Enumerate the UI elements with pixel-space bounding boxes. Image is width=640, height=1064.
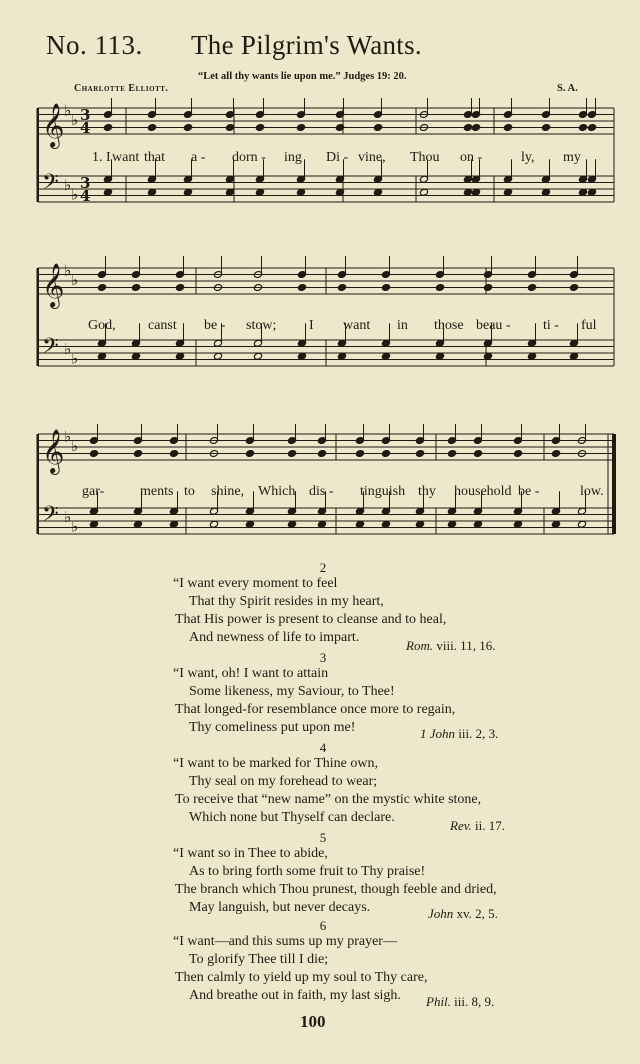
verse-line: Thy seal on my forehead to wear; [189,774,378,789]
note-head [97,352,106,360]
note-head [103,124,112,132]
bass-clef-icon: 𝄢 [42,333,59,364]
lyric-syllable: vine, [358,150,386,165]
lyric-syllable: ful [581,318,597,333]
flat-icon: ♭ [64,261,72,280]
treble-clef-icon: 𝄞 [42,103,65,147]
lyrics-line-2 [36,318,616,336]
lyric-syllable: God, [88,318,116,333]
note-head [147,124,156,132]
lyrics-line-1 [36,150,616,168]
note-head [503,188,512,196]
note-head [297,352,306,360]
verse-number: 5 [319,830,327,845]
music-system-3 [36,424,616,550]
lyric-syllable: household [454,484,512,499]
note-head [513,450,522,458]
note-head [473,450,482,458]
lyric-syllable: canst [148,318,177,333]
note-head [551,520,560,528]
verse-line: Then calmly to yield up my soul to Thy care, [175,970,428,985]
note-head [577,520,586,528]
note-head [89,450,98,458]
note-head [587,188,596,196]
lyric-syllable: stow; [246,318,277,333]
lyric-syllable: my [563,150,581,165]
flat-icon: ♭ [64,427,72,446]
flat-icon: ♭ [64,175,72,194]
flat-icon: ♭ [64,507,72,526]
note-head [463,124,472,132]
lyric-syllable: be - [518,484,540,499]
lyric-syllable: Thou [410,150,440,165]
music-system-1 [36,98,616,220]
note-head [296,188,305,196]
note-head [541,124,550,132]
note-head [381,352,390,360]
note-head [587,124,596,132]
note-head [183,188,192,196]
lyric-syllable: those [434,318,464,333]
note-head [415,520,424,528]
time-signature: 4 [80,119,91,137]
bass-clef-icon: 𝄢 [42,501,59,532]
note-head [471,188,480,196]
note-head [447,520,456,528]
bass-clef-icon: 𝄢 [42,169,59,200]
note-head [169,450,178,458]
note-head [483,352,492,360]
note-head [541,188,550,196]
flat-icon: ♭ [71,271,79,289]
note-head [97,284,106,292]
flat-icon: ♭ [64,339,72,358]
note-head [503,124,512,132]
lyric-syllable: ti - [543,318,559,333]
note-head [473,520,482,528]
verse-line: The branch which Thou prunest, though feeble and dried, [175,882,497,897]
scripture-epigraph: “Let all thy wants lie upon me.” Judges 19: 20. [198,71,407,82]
note-head [337,284,346,292]
note-head [133,450,142,458]
verse-line: “I want, oh! I want to attain [173,666,329,681]
verse-number: 6 [319,918,327,933]
verse-line: That His power is present to cleanse and to heal, [175,612,447,627]
lyric-syllable: be - [204,318,226,333]
note-head [381,520,390,528]
note-head [373,124,382,132]
verse-line: Thy comeliness put upon me! [189,720,356,735]
time-signature: 3 [80,106,91,124]
note-head [147,188,156,196]
note-head [225,124,234,132]
note-head [103,188,112,196]
note-head [578,188,587,196]
verse-line: As to bring forth some fruit to Thy praise! [189,864,426,879]
note-head [381,284,390,292]
note-head [317,450,326,458]
note-head [569,284,578,292]
verse-line: And newness of life to impart. [189,630,360,645]
note-head [225,188,234,196]
hymn-number: No. 113. [46,30,143,60]
flat-icon: ♭ [71,185,79,204]
verse-number: 3 [319,650,327,665]
lyric-syllable: ly, [521,150,535,165]
lyric-syllable: on - [460,150,483,165]
note-head [89,520,98,528]
verse-line: Some likeness, my Saviour, to Thee! [189,684,395,699]
note-head [435,284,444,292]
verse-line: That longed-for resemblance once more to regain, [175,702,456,717]
note-head [419,188,428,196]
note-head [527,352,536,360]
note-head [287,450,296,458]
verse-line: To receive that “new name” on the mystic white stone, [175,792,482,807]
lyric-syllable: thy [418,484,436,499]
lyric-syllable: Di - [326,150,349,165]
note-head [245,520,254,528]
lyric-syllable: shine, [211,484,245,499]
note-head [355,520,364,528]
treble-clef-icon: 𝄞 [42,429,65,473]
note-head [213,352,222,360]
note-head [513,520,522,528]
note-head [245,450,254,458]
music-system-2 [36,256,616,378]
verse-line: “I want to be marked for Thine own, [173,756,379,771]
note-head [255,124,264,132]
note-head [569,352,578,360]
note-head [253,352,262,360]
lyric-syllable: gar- [82,484,105,499]
verse-line: Which none but Thyself can declare. [189,810,395,825]
page-number: 100 [300,1012,326,1031]
lyric-syllable: dorn - [232,150,266,165]
time-signature: 3 [80,174,91,192]
note-head [175,352,184,360]
note-head [131,284,140,292]
note-head [209,520,218,528]
lyric-syllable: to [184,484,195,499]
lyric-syllable: ing [284,150,302,165]
lyric-syllable: a - [191,150,206,165]
hymn-header [46,30,606,70]
flat-icon: ♭ [71,111,79,129]
lyric-syllable: beau - [476,318,511,333]
verse-line: To glorify Thee till I die; [189,952,329,967]
verse-number: 2 [319,560,327,575]
lyric-syllable: ments [140,484,174,499]
note-head [381,450,390,458]
verse-line: “I want every moment to feel [173,576,338,591]
verse-reference: 1 John iii. 2, 3. [420,726,499,741]
verse-line: “I want—and this sums up my prayer— [173,934,397,949]
verse-reference: Rev. ii. 17. [450,818,506,833]
note-head [463,188,472,196]
verse-reference: Phil. iii. 8, 9. [426,994,495,1009]
note-head [287,520,296,528]
note-head [355,450,364,458]
staff-system-2 [36,256,616,378]
lyrics-line-3 [36,484,616,502]
hymn-title: The Pilgrim's Wants. [191,30,422,60]
lyric-syllable: low. [580,484,604,499]
note-head [133,520,142,528]
verse-reference: John xv. 2, 5. [428,906,498,921]
verse-reference: Rom. viii. 11, 16. [406,638,496,653]
note-head [527,284,536,292]
note-head [183,124,192,132]
author-credit: Charlotte Elliott. [74,83,169,94]
note-head [471,124,480,132]
lyric-syllable: tinguish [360,484,406,499]
note-head [447,450,456,458]
note-head [296,124,305,132]
lyric-syllable: dis - [309,484,334,499]
verse-line: And breathe out in faith, my last sigh. [189,988,401,1003]
lyric-syllable: I [309,318,314,333]
note-head [317,520,326,528]
note-head [551,450,560,458]
note-head [415,450,424,458]
note-head [337,352,346,360]
time-signature: 4 [80,187,91,205]
note-head [373,188,382,196]
lyric-syllable: want [112,150,140,165]
flat-icon: ♭ [71,349,79,368]
flat-icon: ♭ [64,101,72,120]
note-head [483,284,492,292]
lyric-syllable: 1. I [92,150,111,165]
treble-clef-icon: 𝄞 [42,263,65,307]
verse-line: “I want so in Thee to abide, [173,846,328,861]
note-head [297,284,306,292]
note-head [255,188,264,196]
lyric-syllable: Which [258,484,296,499]
flat-icon: ♭ [71,517,79,536]
verse-line: That thy Spirit resides in my heart, [189,594,384,609]
flat-icon: ♭ [71,437,79,455]
note-head [131,352,140,360]
lyric-syllable: that [144,150,165,165]
lyric-syllable: in [397,318,408,333]
verse-number: 4 [319,740,327,755]
lyric-syllable: want [343,318,371,333]
note-head [169,520,178,528]
note-head [435,352,444,360]
verse-line: May languish, but never decays. [189,900,371,915]
tune-credit: S. A. [557,83,578,94]
note-head [578,124,587,132]
note-head [175,284,184,292]
